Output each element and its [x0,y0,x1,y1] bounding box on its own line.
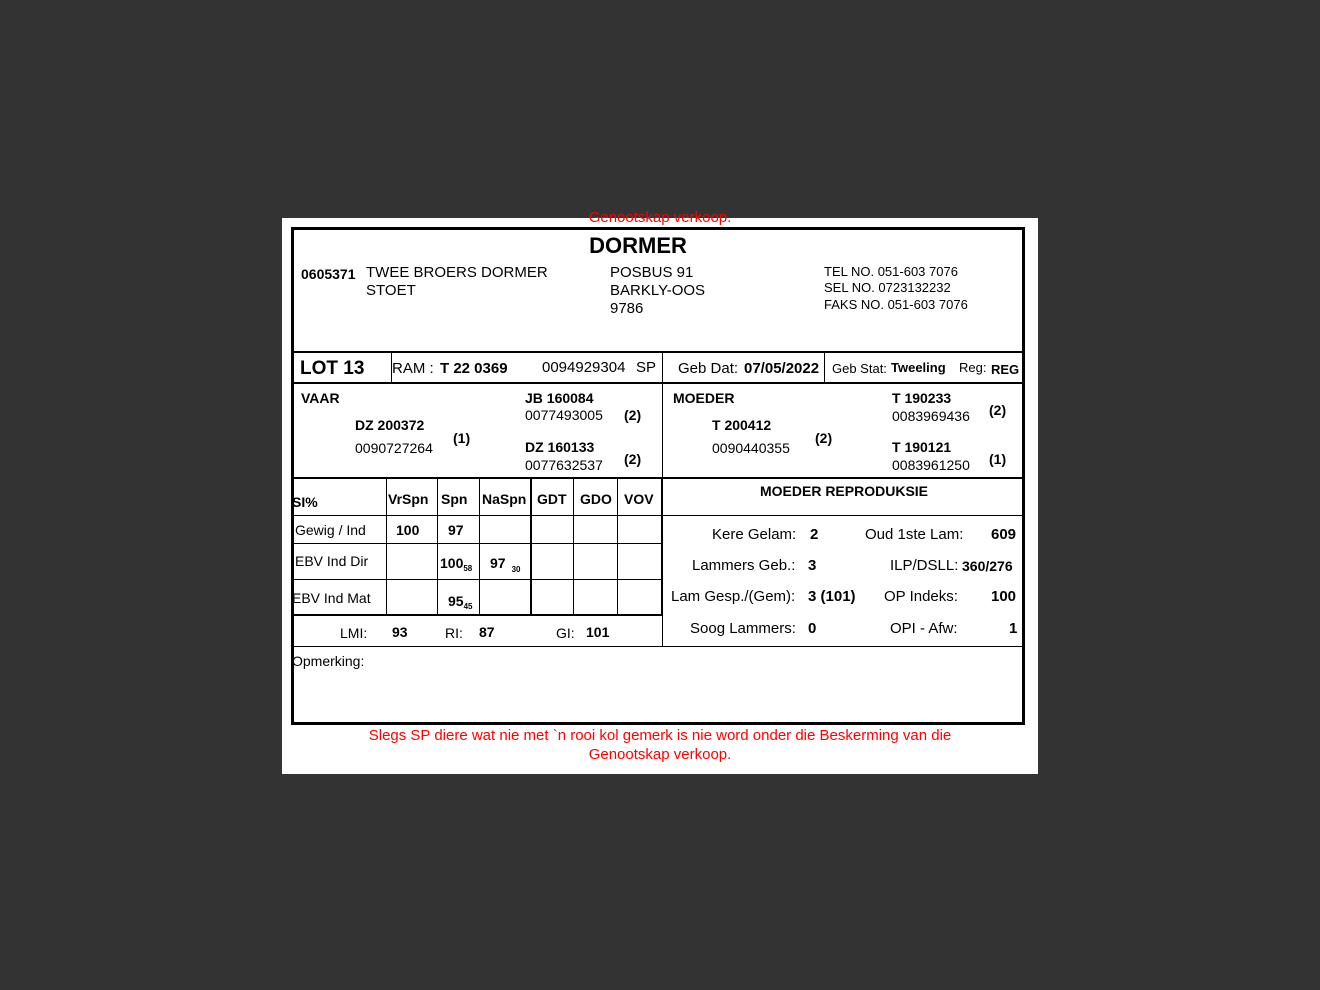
reg-value: REG [991,362,1020,377]
moeder-dam-count: (1) [989,451,1007,467]
vaar-number: 0090727264 [355,440,433,456]
soog-lammers-label: Soog Lammers: [690,620,796,637]
breeder-code: 0605371 [301,266,356,282]
pedigree-top-line [291,382,1025,384]
vaar-label: VAAR [301,390,340,406]
geb-stat-label: Geb Stat: [832,361,887,376]
moeder-number: 0090440355 [712,440,790,456]
faks-number: FAKS NO. 051-603 7076 [824,297,968,312]
si-row1-label: Gewig / Ind [295,522,366,538]
gi-label: GI: [556,625,575,641]
si-row3-spn-value: 95 [448,593,464,609]
si-row-line-3 [291,579,663,580]
soog-lammers-value: 0 [808,620,817,637]
opmerking-label: Opmerking: [292,653,365,669]
vaar-dam-number: 0077632537 [525,457,603,473]
sel-number: SEL NO. 0723132232 [824,280,951,295]
breed-title: DORMER [589,233,687,258]
geb-dat-label: Geb Dat: [678,360,739,377]
si-row2-naspn [490,555,520,574]
vaar-id: DZ 200372 [355,417,425,433]
si-row3-label: EBV Ind Mat [292,590,371,606]
si-col-line-1 [386,478,387,614]
top-clipped-notice: Genootskap verkoop. [588,209,732,226]
si-row1-vrspn: 100 [396,522,420,538]
lot-number: LOT 13 [300,358,365,379]
si-col-line-4 [530,478,532,614]
ram-label: RAM : [392,360,434,377]
sp-marker: SP [636,359,657,376]
si-col-line-5 [573,478,574,614]
vaar-sire-id: JB 160084 [525,390,594,406]
ram-id: T 22 0369 [440,360,508,377]
footer-notice-line1: Slegs SP diere wat nie met `n rooi kol gemerk is nie word onder die Beskerming van die [368,727,952,744]
vaar-dam-count: (2) [624,451,642,467]
moeder-sire-number: 0083969436 [892,408,970,424]
si-row2-spn [440,555,472,573]
frame-bottom [291,722,1025,725]
si-header-si: SI% [292,494,318,510]
moeder-id: T 200412 [712,417,772,433]
kere-gelam-value: 2 [810,526,819,543]
si-header-gdt: GDT [537,491,567,507]
moeder-count: (2) [815,430,833,446]
si-col-line-3 [479,478,480,614]
frame-right [1022,227,1025,725]
ilp-label: ILP/DSLL: [890,557,959,574]
frame-top [291,227,1025,230]
lam-gesp-value: 3 (101) [808,588,856,605]
address-line3: 9786 [610,300,644,317]
si-header-vrspn: VrSpn [388,491,429,507]
vaar-sire-count: (2) [624,407,642,423]
si-row2-label: EBV Ind Dir [295,553,369,569]
si-row3-spn-sub: 45 [463,602,473,611]
lot-row-top-line [291,351,1025,353]
frame-left [291,227,294,725]
geb-dat-value: 07/05/2022 [744,360,820,377]
oud-lam-label: Oud 1ste Lam: [865,526,964,543]
breeder-name-line1: TWEE BROERS DORMER [366,264,548,281]
indices-bottom-line [291,646,1025,647]
vaar-count: (1) [453,430,471,446]
si-row-line-2 [291,543,663,544]
ri-value: 87 [479,624,495,640]
si-row-line-1 [291,515,663,516]
reproduksie-title-line [663,515,1025,516]
moeder-label: MOEDER [673,390,735,406]
moeder-sire-id: T 190233 [892,390,952,406]
lot-divider-3 [824,352,825,382]
si-table-bottom-line [291,614,663,616]
vaar-dam-id: DZ 160133 [525,439,595,455]
si-row1-spn: 97 [448,522,464,538]
footer-notice-line2: Genootskap verkoop. [588,746,732,763]
op-indeks-label: OP Indeks: [884,588,958,605]
si-table-top-line [291,477,1025,479]
address-line2: BARKLY-OOS [610,282,706,299]
si-row2-spn-value: 100 [440,555,464,571]
lot-card-page [282,209,1038,774]
opi-afw-value: 1 [1009,620,1018,637]
ram-reg-number: 0094929304 [542,359,626,376]
si-header-naspn: NaSpn [482,491,527,507]
si-row2-naspn-value: 97 [490,555,506,571]
moeder-sire-count: (2) [989,402,1007,418]
opi-afw-label: OPI - Afw: [890,620,958,637]
si-header-spn: Spn [441,491,468,507]
geb-stat-value: Tweeling [891,360,946,375]
lam-gesp-label: Lam Gesp./(Gem): [671,588,796,605]
moeder-dam-number: 0083961250 [892,457,970,473]
gi-value: 101 [586,624,610,640]
lammers-geb-value: 3 [808,557,817,574]
breeder-name-line2: STOET [366,282,416,299]
kere-gelam-label: Kere Gelam: [712,526,797,543]
vaar-sire-number: 0077493005 [525,407,603,423]
si-row3-spn [448,593,472,611]
si-header-gdo: GDO [580,491,612,507]
moeder-dam-id: T 190121 [892,439,952,455]
lmi-value: 93 [392,624,408,640]
si-row2-spn-sub: 58 [463,564,473,573]
reg-label: Reg: [959,360,987,375]
oud-lam-value: 609 [991,526,1017,543]
lmi-label: LMI: [340,625,368,641]
si-col-line-2 [437,478,438,614]
si-row2-naspn-sub: 30 [511,565,521,574]
reproduksie-title: MOEDER REPRODUKSIE [759,483,929,499]
ri-label: RI: [445,625,463,641]
lot-divider-2 [662,352,663,382]
lammers-geb-label: Lammers Geb.: [692,557,796,574]
address-line1: POSBUS 91 [610,264,694,281]
si-col-line-6 [617,478,618,614]
si-header-vov: VOV [624,491,654,507]
ilp-value: 360/276 [962,558,1013,574]
tel-number: TEL NO. 051-603 7076 [824,264,958,279]
op-indeks-value: 100 [991,588,1017,605]
